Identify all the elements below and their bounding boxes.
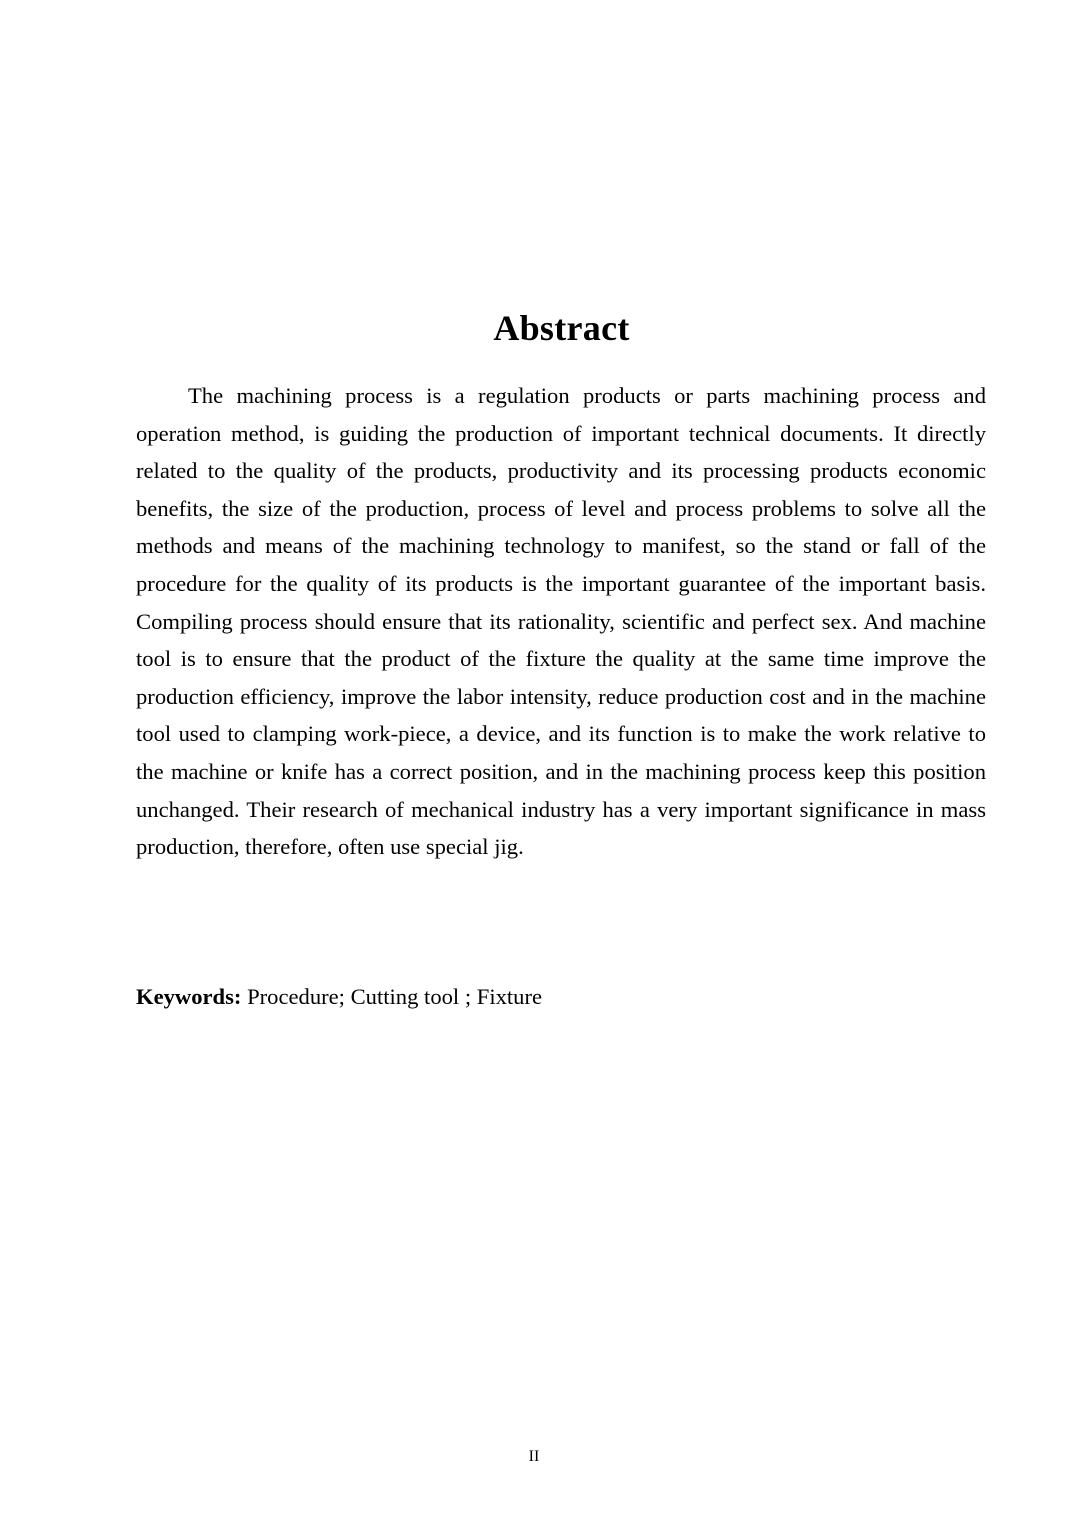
page-number: II — [528, 1448, 540, 1465]
keywords-line — [136, 978, 986, 1016]
abstract-body: The machining process is a regulation products or parts machining process and operation method, is guiding the production of important technical documents. It directly related to the quality of the products, productivity and its processing products economic benefits, the size of the production, process of level and process problems to solve all the methods and means of the machining technology to manifest, so the stand or fall of the procedure for the quality of its products is the important guarantee of the important basis. Compiling process should ensure that its rationality, scientific and perfect sex. And machine tool is to ensure that the product of the fixture the quality at the same time improve the production efficiency, improve the labor intensity, reduce production cost and in the machine tool used to clamping work-piece, a device, and its function is to make the work relative to the machine or knife has a correct position, and in the machining process keep this position unchanged. Their research of mechanical industry has a very important significance in mass production, therefore, often use special jig. — [136, 383, 986, 860]
keywords-value: Procedure; Cutting tool ; Fixture — [241, 984, 543, 1009]
abstract-title: Abstract — [493, 308, 630, 349]
keywords-label: Keywords: — [136, 984, 242, 1009]
